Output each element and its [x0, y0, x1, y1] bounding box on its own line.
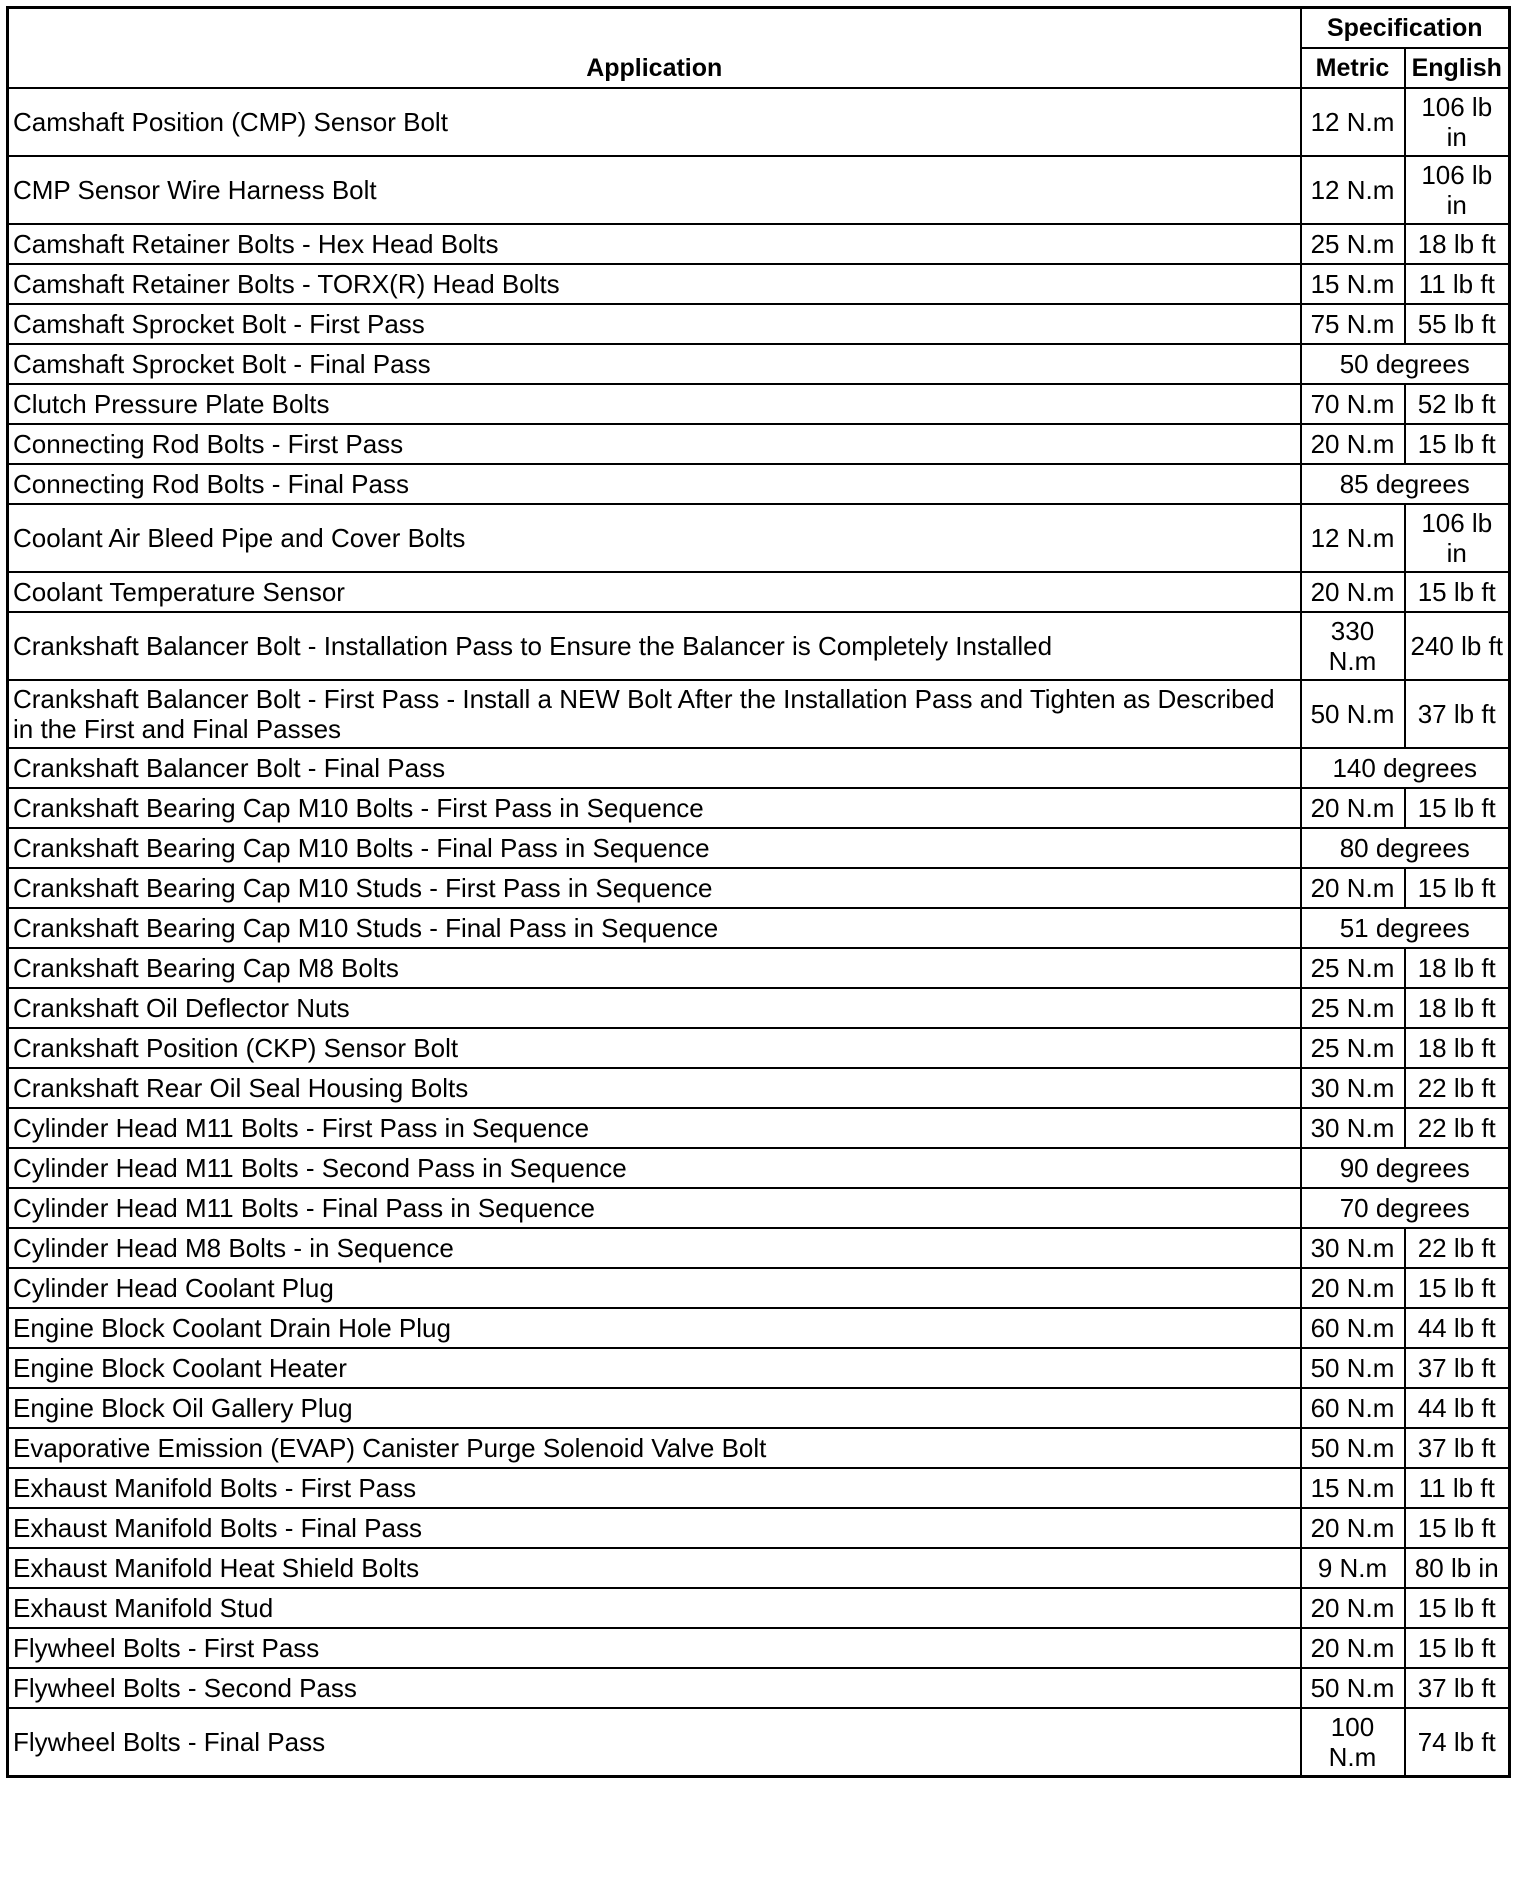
english-cell: 106 lb in: [1405, 156, 1510, 224]
metric-cell: 25 N.m: [1301, 948, 1405, 988]
english-cell: 240 lb ft: [1405, 612, 1510, 680]
metric-cell: 12 N.m: [1301, 88, 1405, 156]
metric-cell: 20 N.m: [1301, 1268, 1405, 1308]
table-row: [8, 828, 1510, 868]
metric-cell: 50 N.m: [1301, 1428, 1405, 1468]
table-row: [8, 1468, 1510, 1508]
table-row: [8, 1308, 1510, 1348]
torque-spec-table: [6, 6, 1511, 1778]
application-cell: Evaporative Emission (EVAP) Canister Purge Solenoid Valve Bolt: [8, 1428, 1301, 1468]
application-cell: Cylinder Head Coolant Plug: [8, 1268, 1301, 1308]
metric-cell: 50 N.m: [1301, 1668, 1405, 1708]
metric-cell: 330 N.m: [1301, 612, 1405, 680]
english-cell: 37 lb ft: [1405, 1348, 1510, 1388]
metric-cell: 25 N.m: [1301, 1028, 1405, 1068]
application-cell: Flywheel Bolts - Second Pass: [8, 1668, 1301, 1708]
table-row: [8, 1268, 1510, 1308]
metric-cell: 20 N.m: [1301, 1628, 1405, 1668]
table-row: [8, 1428, 1510, 1468]
english-cell: 44 lb ft: [1405, 1388, 1510, 1428]
metric-cell: 12 N.m: [1301, 156, 1405, 224]
english-cell: 15 lb ft: [1405, 1628, 1510, 1668]
english-cell: 37 lb ft: [1405, 1428, 1510, 1468]
metric-cell: 30 N.m: [1301, 1228, 1405, 1268]
application-cell: Exhaust Manifold Stud: [8, 1588, 1301, 1628]
metric-cell: 30 N.m: [1301, 1068, 1405, 1108]
application-cell: Crankshaft Balancer Bolt - First Pass - Install a NEW Bolt After the Installation Pass and Tighten as Described in the First and Final Passes: [8, 680, 1301, 748]
english-cell: 74 lb ft: [1405, 1708, 1510, 1777]
table-row: [8, 384, 1510, 424]
english-header: English: [1405, 48, 1510, 88]
english-cell: 15 lb ft: [1405, 1508, 1510, 1548]
metric-header: Metric: [1301, 48, 1405, 88]
metric-cell: 12 N.m: [1301, 504, 1405, 572]
application-cell: Coolant Temperature Sensor: [8, 572, 1301, 612]
metric-cell: 60 N.m: [1301, 1388, 1405, 1428]
specification-header: Specification: [1301, 8, 1510, 49]
metric-cell: 25 N.m: [1301, 988, 1405, 1028]
angle-spec-cell: 51 degrees: [1301, 908, 1510, 948]
application-cell: Cylinder Head M11 Bolts - First Pass in Sequence: [8, 1108, 1301, 1148]
application-cell: Engine Block Coolant Drain Hole Plug: [8, 1308, 1301, 1348]
application-cell: Crankshaft Bearing Cap M10 Studs - First Pass in Sequence: [8, 868, 1301, 908]
english-cell: 106 lb in: [1405, 504, 1510, 572]
table-row: [8, 304, 1510, 344]
table-row: [8, 1148, 1510, 1188]
english-cell: 11 lb ft: [1405, 1468, 1510, 1508]
english-cell: 55 lb ft: [1405, 304, 1510, 344]
application-cell: Flywheel Bolts - Final Pass: [8, 1708, 1301, 1777]
metric-cell: 20 N.m: [1301, 1588, 1405, 1628]
english-cell: 18 lb ft: [1405, 224, 1510, 264]
table-row: [8, 1028, 1510, 1068]
english-cell: 37 lb ft: [1405, 1668, 1510, 1708]
application-cell: Crankshaft Bearing Cap M8 Bolts: [8, 948, 1301, 988]
application-cell: Cylinder Head M11 Bolts - Second Pass in Sequence: [8, 1148, 1301, 1188]
english-cell: 15 lb ft: [1405, 788, 1510, 828]
application-cell: Cylinder Head M8 Bolts - in Sequence: [8, 1228, 1301, 1268]
english-cell: 15 lb ft: [1405, 1588, 1510, 1628]
english-cell: 22 lb ft: [1405, 1108, 1510, 1148]
english-cell: 15 lb ft: [1405, 868, 1510, 908]
application-cell: Connecting Rod Bolts - First Pass: [8, 424, 1301, 464]
application-cell: Camshaft Retainer Bolts - TORX(R) Head Bolts: [8, 264, 1301, 304]
table-row: [8, 1668, 1510, 1708]
metric-cell: 20 N.m: [1301, 1508, 1405, 1548]
english-cell: 37 lb ft: [1405, 680, 1510, 748]
table-row: [8, 88, 1510, 156]
application-cell: Crankshaft Oil Deflector Nuts: [8, 988, 1301, 1028]
english-cell: 80 lb in: [1405, 1548, 1510, 1588]
table-header: [8, 8, 1510, 89]
application-cell: Camshaft Position (CMP) Sensor Bolt: [8, 88, 1301, 156]
metric-cell: 25 N.m: [1301, 224, 1405, 264]
english-cell: 11 lb ft: [1405, 264, 1510, 304]
application-cell: Cylinder Head M11 Bolts - Final Pass in Sequence: [8, 1188, 1301, 1228]
metric-cell: 20 N.m: [1301, 572, 1405, 612]
table-row: [8, 1228, 1510, 1268]
application-cell: Engine Block Coolant Heater: [8, 1348, 1301, 1388]
application-cell: Exhaust Manifold Bolts - Final Pass: [8, 1508, 1301, 1548]
application-cell: Coolant Air Bleed Pipe and Cover Bolts: [8, 504, 1301, 572]
english-cell: 18 lb ft: [1405, 948, 1510, 988]
application-cell: Crankshaft Bearing Cap M10 Bolts - First Pass in Sequence: [8, 788, 1301, 828]
english-cell: 44 lb ft: [1405, 1308, 1510, 1348]
application-cell: Crankshaft Balancer Bolt - Installation Pass to Ensure the Balancer is Completely Installed: [8, 612, 1301, 680]
application-cell: Clutch Pressure Plate Bolts: [8, 384, 1301, 424]
metric-cell: 20 N.m: [1301, 788, 1405, 828]
metric-cell: 15 N.m: [1301, 1468, 1405, 1508]
table-row: [8, 344, 1510, 384]
angle-spec-cell: 80 degrees: [1301, 828, 1510, 868]
table-row: [8, 1588, 1510, 1628]
table-row: [8, 1508, 1510, 1548]
table-row: [8, 1068, 1510, 1108]
table-row: [8, 264, 1510, 304]
metric-cell: 20 N.m: [1301, 868, 1405, 908]
english-cell: 106 lb in: [1405, 88, 1510, 156]
table-row: [8, 504, 1510, 572]
metric-cell: 20 N.m: [1301, 424, 1405, 464]
application-cell: Camshaft Sprocket Bolt - Final Pass: [8, 344, 1301, 384]
application-cell: Camshaft Retainer Bolts - Hex Head Bolts: [8, 224, 1301, 264]
metric-cell: 100 N.m: [1301, 1708, 1405, 1777]
table-row: [8, 788, 1510, 828]
table-row: [8, 868, 1510, 908]
application-cell: Crankshaft Bearing Cap M10 Bolts - Final Pass in Sequence: [8, 828, 1301, 868]
table-row: [8, 1348, 1510, 1388]
application-cell: Flywheel Bolts - First Pass: [8, 1628, 1301, 1668]
metric-cell: 70 N.m: [1301, 384, 1405, 424]
angle-spec-cell: 90 degrees: [1301, 1148, 1510, 1188]
english-cell: 15 lb ft: [1405, 572, 1510, 612]
application-cell: CMP Sensor Wire Harness Bolt: [8, 156, 1301, 224]
english-cell: 15 lb ft: [1405, 424, 1510, 464]
table-row: [8, 1108, 1510, 1148]
angle-spec-cell: 85 degrees: [1301, 464, 1510, 504]
table-row: [8, 224, 1510, 264]
table-row: [8, 948, 1510, 988]
table-row: [8, 680, 1510, 748]
metric-cell: 50 N.m: [1301, 1348, 1405, 1388]
application-cell: Connecting Rod Bolts - Final Pass: [8, 464, 1301, 504]
metric-cell: 60 N.m: [1301, 1308, 1405, 1348]
application-cell: Engine Block Oil Gallery Plug: [8, 1388, 1301, 1428]
table-row: [8, 988, 1510, 1028]
table-row: [8, 748, 1510, 788]
english-cell: 18 lb ft: [1405, 988, 1510, 1028]
angle-spec-cell: 140 degrees: [1301, 748, 1510, 788]
table-row: [8, 1708, 1510, 1777]
metric-cell: 9 N.m: [1301, 1548, 1405, 1588]
table-row: [8, 612, 1510, 680]
english-cell: 18 lb ft: [1405, 1028, 1510, 1068]
english-cell: 15 lb ft: [1405, 1268, 1510, 1308]
table-row: [8, 572, 1510, 612]
table-row: [8, 1628, 1510, 1668]
angle-spec-cell: 50 degrees: [1301, 344, 1510, 384]
english-cell: 22 lb ft: [1405, 1068, 1510, 1108]
application-cell: Crankshaft Bearing Cap M10 Studs - Final Pass in Sequence: [8, 908, 1301, 948]
table-row: [8, 464, 1510, 504]
application-cell: Crankshaft Position (CKP) Sensor Bolt: [8, 1028, 1301, 1068]
table-row: [8, 424, 1510, 464]
table-row: [8, 156, 1510, 224]
table-row: [8, 908, 1510, 948]
metric-cell: 30 N.m: [1301, 1108, 1405, 1148]
application-cell: Crankshaft Rear Oil Seal Housing Bolts: [8, 1068, 1301, 1108]
table-row: [8, 1188, 1510, 1228]
application-header: Application: [8, 8, 1301, 89]
application-cell: Camshaft Sprocket Bolt - First Pass: [8, 304, 1301, 344]
english-cell: 52 lb ft: [1405, 384, 1510, 424]
application-cell: Crankshaft Balancer Bolt - Final Pass: [8, 748, 1301, 788]
table-row: [8, 1548, 1510, 1588]
metric-cell: 50 N.m: [1301, 680, 1405, 748]
english-cell: 22 lb ft: [1405, 1228, 1510, 1268]
table-body: [8, 88, 1510, 1777]
metric-cell: 75 N.m: [1301, 304, 1405, 344]
application-cell: Exhaust Manifold Bolts - First Pass: [8, 1468, 1301, 1508]
application-cell: Exhaust Manifold Heat Shield Bolts: [8, 1548, 1301, 1588]
table-row: [8, 1388, 1510, 1428]
metric-cell: 15 N.m: [1301, 264, 1405, 304]
angle-spec-cell: 70 degrees: [1301, 1188, 1510, 1228]
